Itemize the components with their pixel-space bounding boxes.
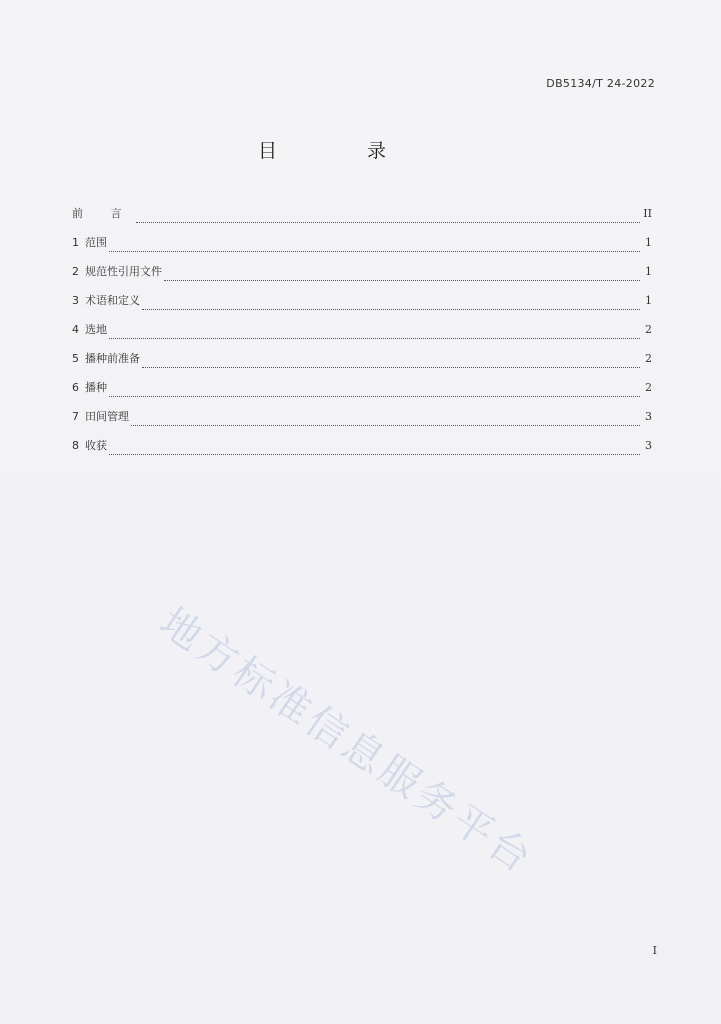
toc-leader-dots bbox=[109, 454, 640, 455]
toc-item-number: 6 bbox=[72, 381, 79, 394]
toc-item-foreword[interactable] bbox=[72, 205, 652, 234]
toc-leader-dots bbox=[142, 367, 640, 368]
toc-item-number: 4 bbox=[72, 323, 79, 336]
toc-item-label: 田间管理 bbox=[85, 410, 129, 423]
toc-item-number: 2 bbox=[72, 265, 79, 278]
standard-code: DB5134/T 24-2022 bbox=[546, 77, 655, 90]
toc-item-number: 5 bbox=[72, 352, 79, 365]
toc-item-page: 3 bbox=[645, 439, 652, 452]
toc-leader-dots bbox=[109, 396, 640, 397]
toc-item-scope[interactable] bbox=[72, 234, 652, 263]
toc-item-sowing[interactable] bbox=[72, 379, 652, 408]
toc-item-number: 8 bbox=[72, 439, 79, 452]
toc-item-page: 1 bbox=[645, 236, 652, 249]
toc-leader-dots bbox=[109, 338, 640, 339]
toc-item-label: 前 言 bbox=[72, 207, 134, 220]
toc-item-label: 收获 bbox=[85, 439, 107, 452]
toc-item-number: 3 bbox=[72, 294, 79, 307]
toc-item-label: 选地 bbox=[85, 323, 107, 336]
toc-item-label: 术语和定义 bbox=[85, 294, 140, 307]
toc-item-field-management[interactable] bbox=[72, 408, 652, 437]
watermark: 地方标准信息服务平台 bbox=[151, 599, 542, 884]
toc-leader-dots bbox=[131, 425, 640, 426]
toc-leader-dots bbox=[164, 280, 640, 281]
toc-item-page: 2 bbox=[645, 323, 652, 336]
toc-item-number: 1 bbox=[72, 236, 79, 249]
toc-item-page: 3 bbox=[645, 410, 652, 423]
toc-item-page: 1 bbox=[645, 294, 652, 307]
toc-item-label: 范围 bbox=[85, 236, 107, 249]
toc-title: 目 录 bbox=[258, 140, 429, 162]
toc-item-label: 播种 bbox=[85, 381, 107, 394]
toc-item-label: 播种前准备 bbox=[85, 352, 140, 365]
toc-item-page: 2 bbox=[645, 381, 652, 394]
page-number: I bbox=[652, 944, 657, 957]
toc-leader-dots bbox=[136, 222, 641, 223]
toc-item-page: 1 bbox=[645, 265, 652, 278]
toc-leader-dots bbox=[109, 251, 640, 252]
toc-item-page: 2 bbox=[645, 352, 652, 365]
toc-item-page: II bbox=[643, 207, 652, 220]
table-of-contents bbox=[72, 205, 652, 466]
toc-item-site-selection[interactable] bbox=[72, 321, 652, 350]
toc-item-terms-definitions[interactable] bbox=[72, 292, 652, 321]
toc-item-pre-sowing[interactable] bbox=[72, 350, 652, 379]
toc-item-harvest[interactable] bbox=[72, 437, 652, 466]
toc-item-label: 规范性引用文件 bbox=[85, 265, 162, 278]
toc-item-normative-references[interactable] bbox=[72, 263, 652, 292]
toc-leader-dots bbox=[142, 309, 640, 310]
toc-item-number: 7 bbox=[72, 410, 79, 423]
